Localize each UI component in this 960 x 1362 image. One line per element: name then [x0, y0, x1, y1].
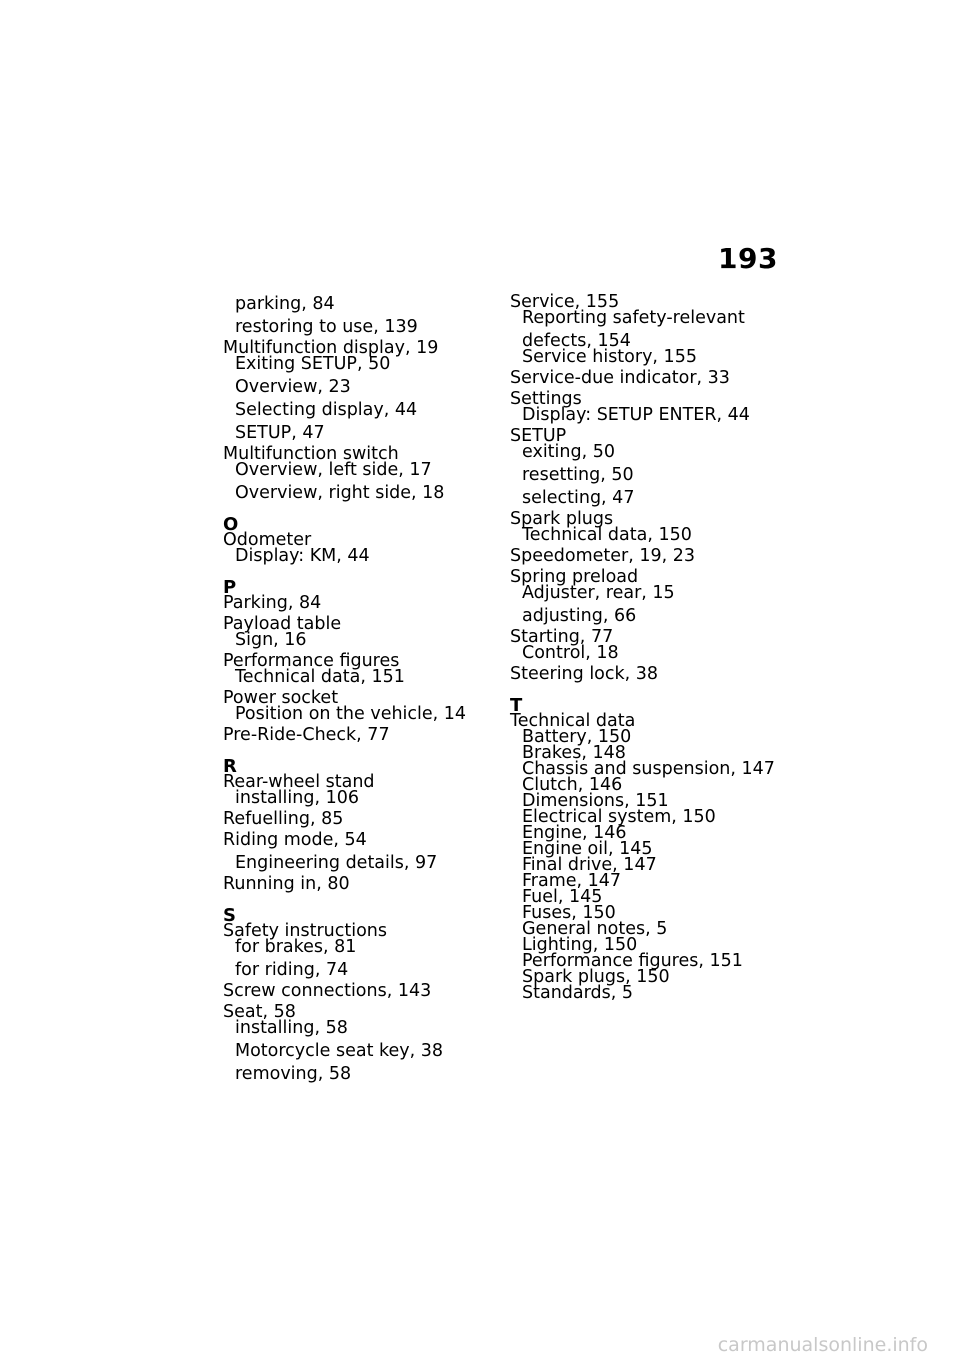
index-subentry: Exiting SETUP, 50 [235, 354, 391, 374]
index-subentry: Display: KM, 44 [235, 546, 370, 566]
index-entry: Performance figures [223, 651, 400, 671]
index-subentry: Control, 18 [522, 643, 619, 663]
index-entry: Multifunction display, 19 [223, 338, 439, 358]
index-entry: Speedometer, 19, 23 [510, 546, 695, 566]
index-subentry: Electrical system, 150 [522, 807, 716, 827]
index-subentry: Spark plugs, 150 [522, 967, 670, 987]
index-subentry: restoring to use, 139 [235, 317, 418, 337]
index-entry: SETUP [510, 426, 567, 446]
index-entry: Safety instructions [223, 921, 388, 941]
index-entry: Pre-Ride-Check, 77 [223, 725, 390, 745]
index-subentry: Motorcycle seat key, 38 [235, 1041, 444, 1061]
index-subentry: Clutch, 146 [522, 775, 623, 795]
index-subentry: adjusting, 66 [522, 606, 637, 626]
index-entry: Rear-wheel stand [223, 772, 375, 792]
index-entry: Spark plugs [510, 509, 614, 529]
index-subentry: Engine, 146 [522, 823, 627, 843]
index-entry: Seat, 58 [223, 1002, 296, 1022]
index-subentry: Lighting, 150 [522, 935, 638, 955]
index-subentry: Fuel, 145 [522, 887, 603, 907]
index-subentry: Standards, 5 [522, 983, 633, 1003]
index-subentry: installing, 106 [235, 788, 359, 808]
index-entry: Running in, 80 [223, 874, 350, 894]
index-subentry: Reporting safety-relevant [522, 308, 745, 328]
index-letter-heading: S [223, 905, 236, 926]
index-subentry: Final drive, 147 [522, 855, 657, 875]
index-subentry: General notes, 5 [522, 919, 668, 939]
index-subentry: SETUP, 47 [235, 423, 325, 443]
index-subentry: removing, 58 [235, 1064, 352, 1084]
index-entry: Steering lock, 38 [510, 664, 659, 684]
index-subentry: Technical data, 150 [522, 525, 692, 545]
index-subentry: parking, 84 [235, 294, 335, 314]
index-entry: Odometer [223, 530, 312, 550]
index-subentry: Engineering details, 97 [235, 853, 438, 873]
index-subentry: Display: SETUP ENTER, 44 [522, 405, 750, 425]
index-subentry: exiting, 50 [522, 442, 615, 462]
index-letter-heading: T [510, 695, 523, 716]
index-entry: Starting, 77 [510, 627, 614, 647]
index-entry: Power socket [223, 688, 339, 708]
index-entry: Riding mode, 54 [223, 830, 367, 850]
index-entry: Service-due indicator, 33 [510, 368, 730, 388]
index-subentry: Battery, 150 [522, 727, 632, 747]
index-letter-heading: O [223, 514, 239, 535]
index-entry: Technical data [510, 711, 636, 731]
index-subentry: Engine oil, 145 [522, 839, 653, 859]
index-letter-heading: P [223, 577, 237, 598]
index-subentry: Technical data, 151 [235, 667, 405, 687]
index-subentry: for riding, 74 [235, 960, 349, 980]
index-subentry: Adjuster, rear, 15 [522, 583, 675, 603]
index-subentry: defects, 154 [522, 331, 631, 351]
index-entry: Multifunction switch [223, 444, 399, 464]
index-subentry: Frame, 147 [522, 871, 622, 891]
index-subentry: Overview, left side, 17 [235, 460, 432, 480]
index-subentry: Selecting display, 44 [235, 400, 418, 420]
index-subentry: Fuses, 150 [522, 903, 616, 923]
index-entry: Spring preload [510, 567, 639, 587]
index-entry: Settings [510, 389, 582, 409]
index-subentry: Performance figures, 151 [522, 951, 743, 971]
index-column-right [510, 292, 800, 1004]
index-subentry: Chassis and suspension, 147 [522, 759, 775, 779]
index-subentry: Overview, 23 [235, 377, 351, 397]
watermark-footer: carmanualsonline.info [717, 1334, 928, 1356]
index-entry: Screw connections, 143 [223, 981, 432, 1001]
index-entry: Refuelling, 85 [223, 809, 344, 829]
index-subentry: Service history, 155 [522, 347, 697, 367]
index-subentry: resetting, 50 [522, 465, 634, 485]
index-subentry: installing, 58 [235, 1018, 348, 1038]
page-number: 193 [718, 242, 778, 275]
index-entry: Payload table [223, 614, 342, 634]
index-column-left [223, 292, 493, 1085]
index-subentry: Brakes, 148 [522, 743, 626, 763]
index-subentry: Position on the vehicle, 14 [235, 704, 467, 724]
index-letter-heading: R [223, 756, 237, 777]
index-subentry: selecting, 47 [522, 488, 635, 508]
index-subentry: for brakes, 81 [235, 937, 357, 957]
index-subentry: Sign, 16 [235, 630, 307, 650]
index-subentry: Dimensions, 151 [522, 791, 669, 811]
index-subentry: Overview, right side, 18 [235, 483, 445, 503]
index-entry: Parking, 84 [223, 593, 322, 613]
index-entry: Service, 155 [510, 292, 620, 312]
